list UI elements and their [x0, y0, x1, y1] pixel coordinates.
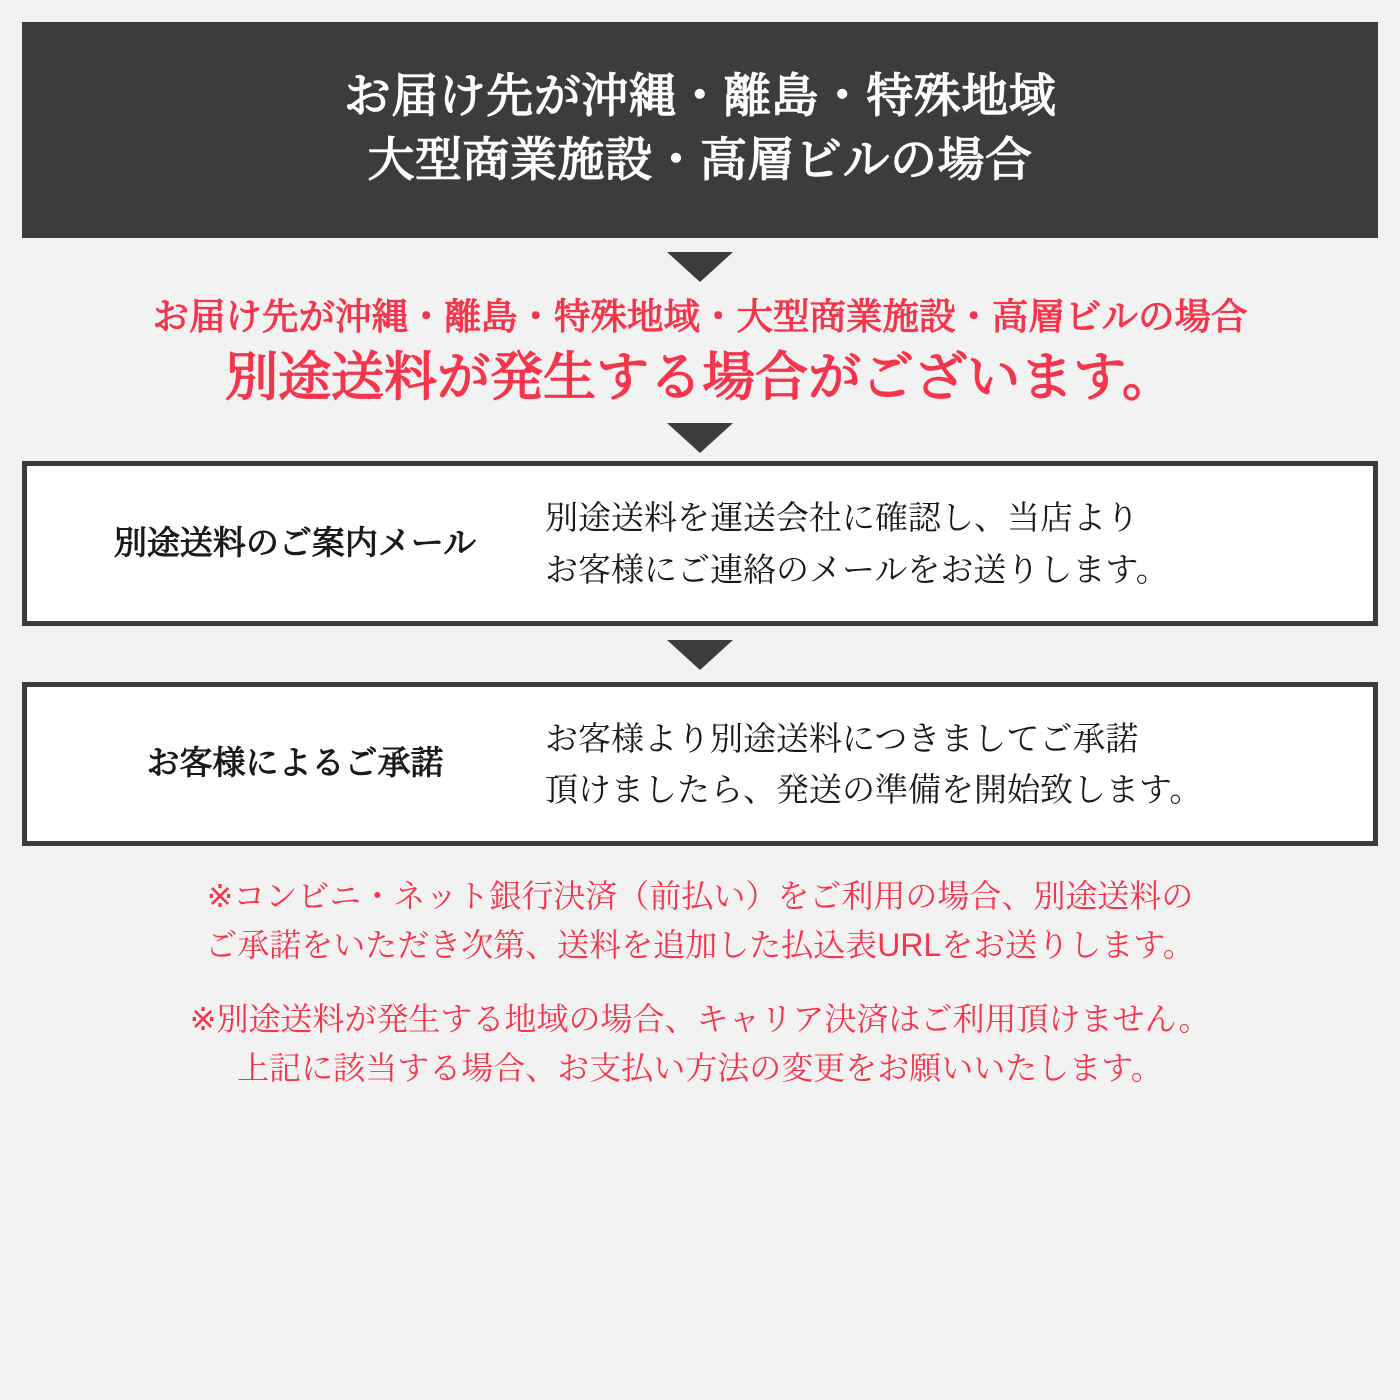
header-title-line-1: お届け先が沖縄・離島・特殊地域: [343, 69, 1057, 122]
step-2-description: [545, 713, 1355, 815]
header-title-line-2: 大型商業施設・高層ビルの場合: [367, 132, 1033, 186]
down-triangle-icon: [667, 252, 733, 282]
header-banner: [22, 22, 1378, 238]
step-1-label: 別途送料のご案内メール: [113, 524, 477, 562]
step-2-label: お客様によるご承諾: [146, 744, 444, 782]
footnote-2: [22, 995, 1378, 1092]
step-row-2: [22, 682, 1378, 846]
down-triangle-icon: [667, 423, 733, 453]
footnotes: [22, 872, 1378, 1093]
step-1-description-line-1: 別途送料を運送会社に確認し、当店より: [545, 499, 1139, 537]
footnote-1-line-1: ※コンビニ・ネット銀行決済（前払い）をご利用の場合、別途送料の: [206, 877, 1194, 914]
footnote-2-line-2: 上記に該当する場合、お支払い方法の変更をお願いいたします。: [237, 1049, 1163, 1086]
step-2-description-line-1: お客様より別途送料につきましてご承諾: [545, 719, 1139, 757]
down-triangle-icon: [667, 640, 733, 670]
step-1-description-line-2: お客様にご連絡のメールをお送りします。: [545, 550, 1169, 588]
footnote-2-line-1: ※別途送料が発生する地域の場合、キャリア決済はご利用頂けません。: [189, 1001, 1211, 1038]
step-2-description-line-2: 頂けましたら、発送の準備を開始致します。: [545, 770, 1203, 808]
footnote-1: [22, 872, 1378, 969]
emphasis-line-1: お届け先が沖縄・離島・特殊地域・大型商業施設・高層ビルの場合: [152, 295, 1248, 337]
footnote-1-line-2: ご承諾をいただき次第、送料を追加した払込表URLをお送りします。: [205, 926, 1195, 963]
step-1-description: [545, 492, 1355, 594]
emphasis-line-2: 別途送料が発生する場合がございます。: [225, 348, 1175, 408]
step-row-1: [22, 461, 1378, 625]
emphasis-block: [22, 294, 1378, 414]
